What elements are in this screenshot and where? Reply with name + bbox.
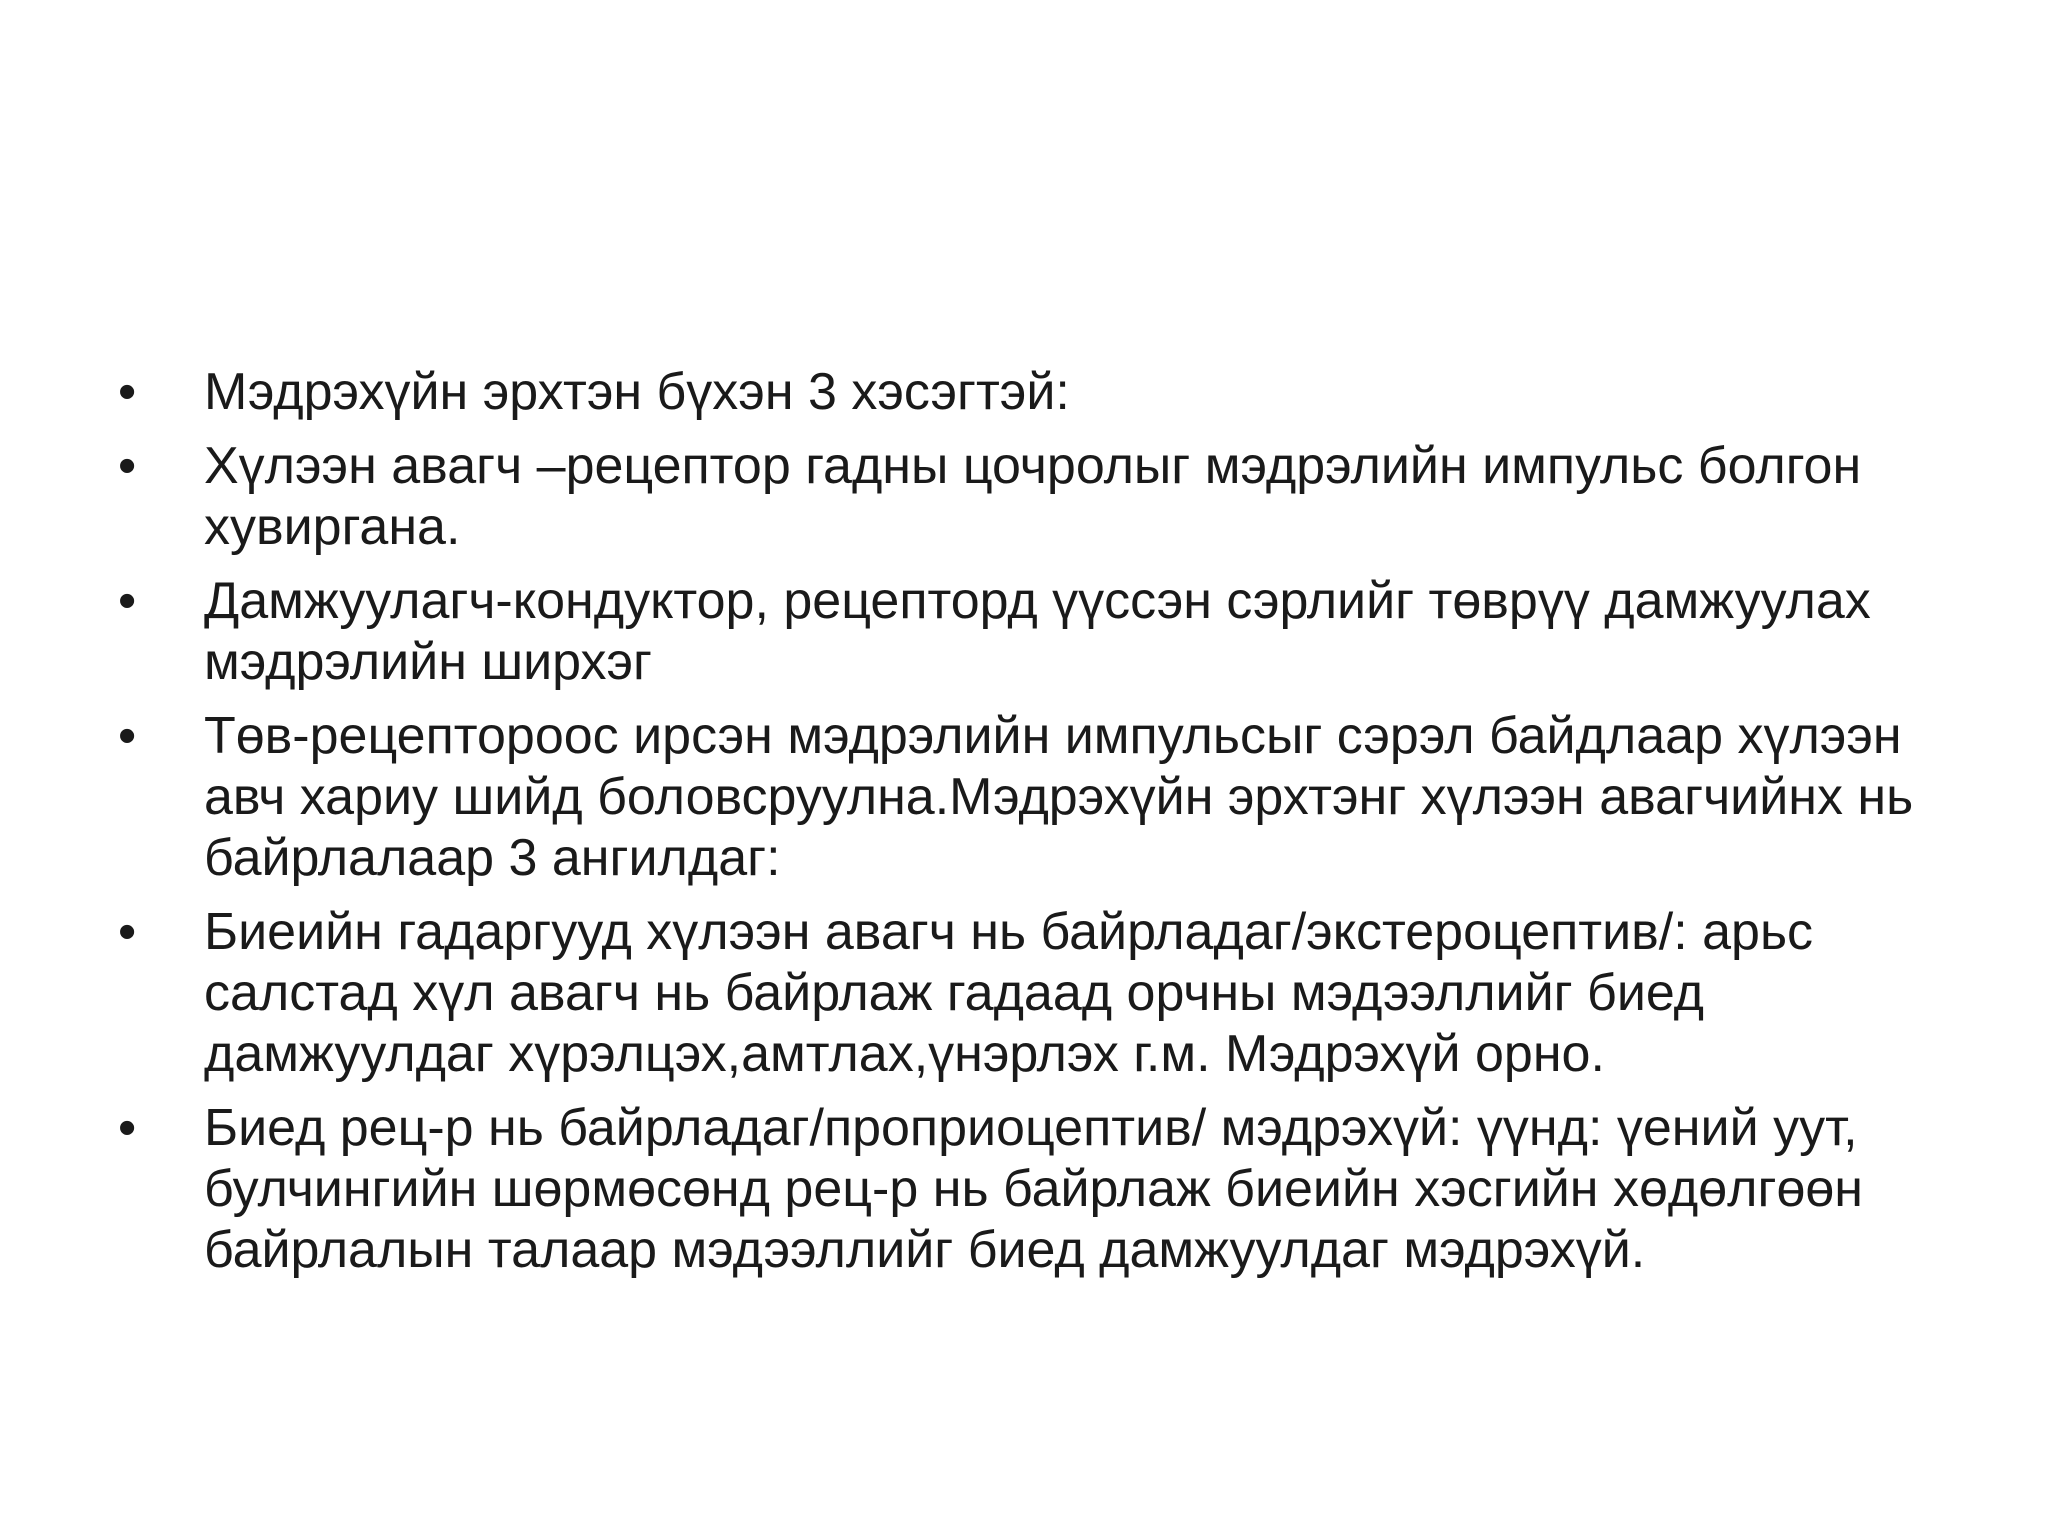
bullet-point-icon: • — [118, 1099, 137, 1157]
bullet-point-icon: • — [118, 363, 137, 421]
list-item — [118, 902, 1948, 1085]
bullet-point-icon: • — [118, 903, 137, 961]
bullet-text: Биеийн гадаргууд хүлээн авагч нь байрладаг/экстероцептив/: арьс салстад хүл авагч нь байрлаж гадаад орчны мэдээллийг биед дамжуулдаг хүрэлцэх,амтлах,үнэрлэх г.м. Мэдрэхүй орно. — [204, 903, 1814, 1083]
bullet-text: Төв-рецептороос ирсэн мэдрэлийн импульсыг сэрэл байдлаар хүлээн авч хариу шийд боловсруулна.Мэдрэхүйн эрхтэнг хүлээн авагчийнх нь байрлалаар 3 ангилдаг: — [204, 707, 1914, 887]
bullet-point-icon: • — [118, 437, 137, 495]
list-item — [118, 436, 1948, 558]
bullet-text: Биед рец-р нь байрладаг/проприоцептив/ мэдрэхүй: үүнд: үений уут, булчингийн шөрмөсөнд рец-р нь байрлаж биеийн хэсгийн хөдөлгөөн байрлалын талаар мэдээллийг биед дамжуулдаг мэдрэхүй. — [204, 1099, 1863, 1279]
list-item — [118, 706, 1948, 889]
bullet-list — [118, 362, 1948, 1294]
bullet-text: Хүлээн авагч –рецептор гадны цочролыг мэдрэлийн импульс болгон хувиргана. — [204, 437, 1862, 556]
bullet-point-icon: • — [118, 572, 137, 630]
bullet-text: Дамжуулагч-кондуктор, рецепторд үүссэн сэрлийг төврүү дамжуулах мэдрэлийн ширхэг — [204, 572, 1871, 691]
list-item — [118, 571, 1948, 693]
list-item — [118, 362, 1948, 423]
bullet-point-icon: • — [118, 707, 137, 765]
bullet-text: Мэдрэхүйн эрхтэн бүхэн 3 хэсэгтэй: — [204, 363, 1070, 421]
list-item — [118, 1098, 1948, 1281]
